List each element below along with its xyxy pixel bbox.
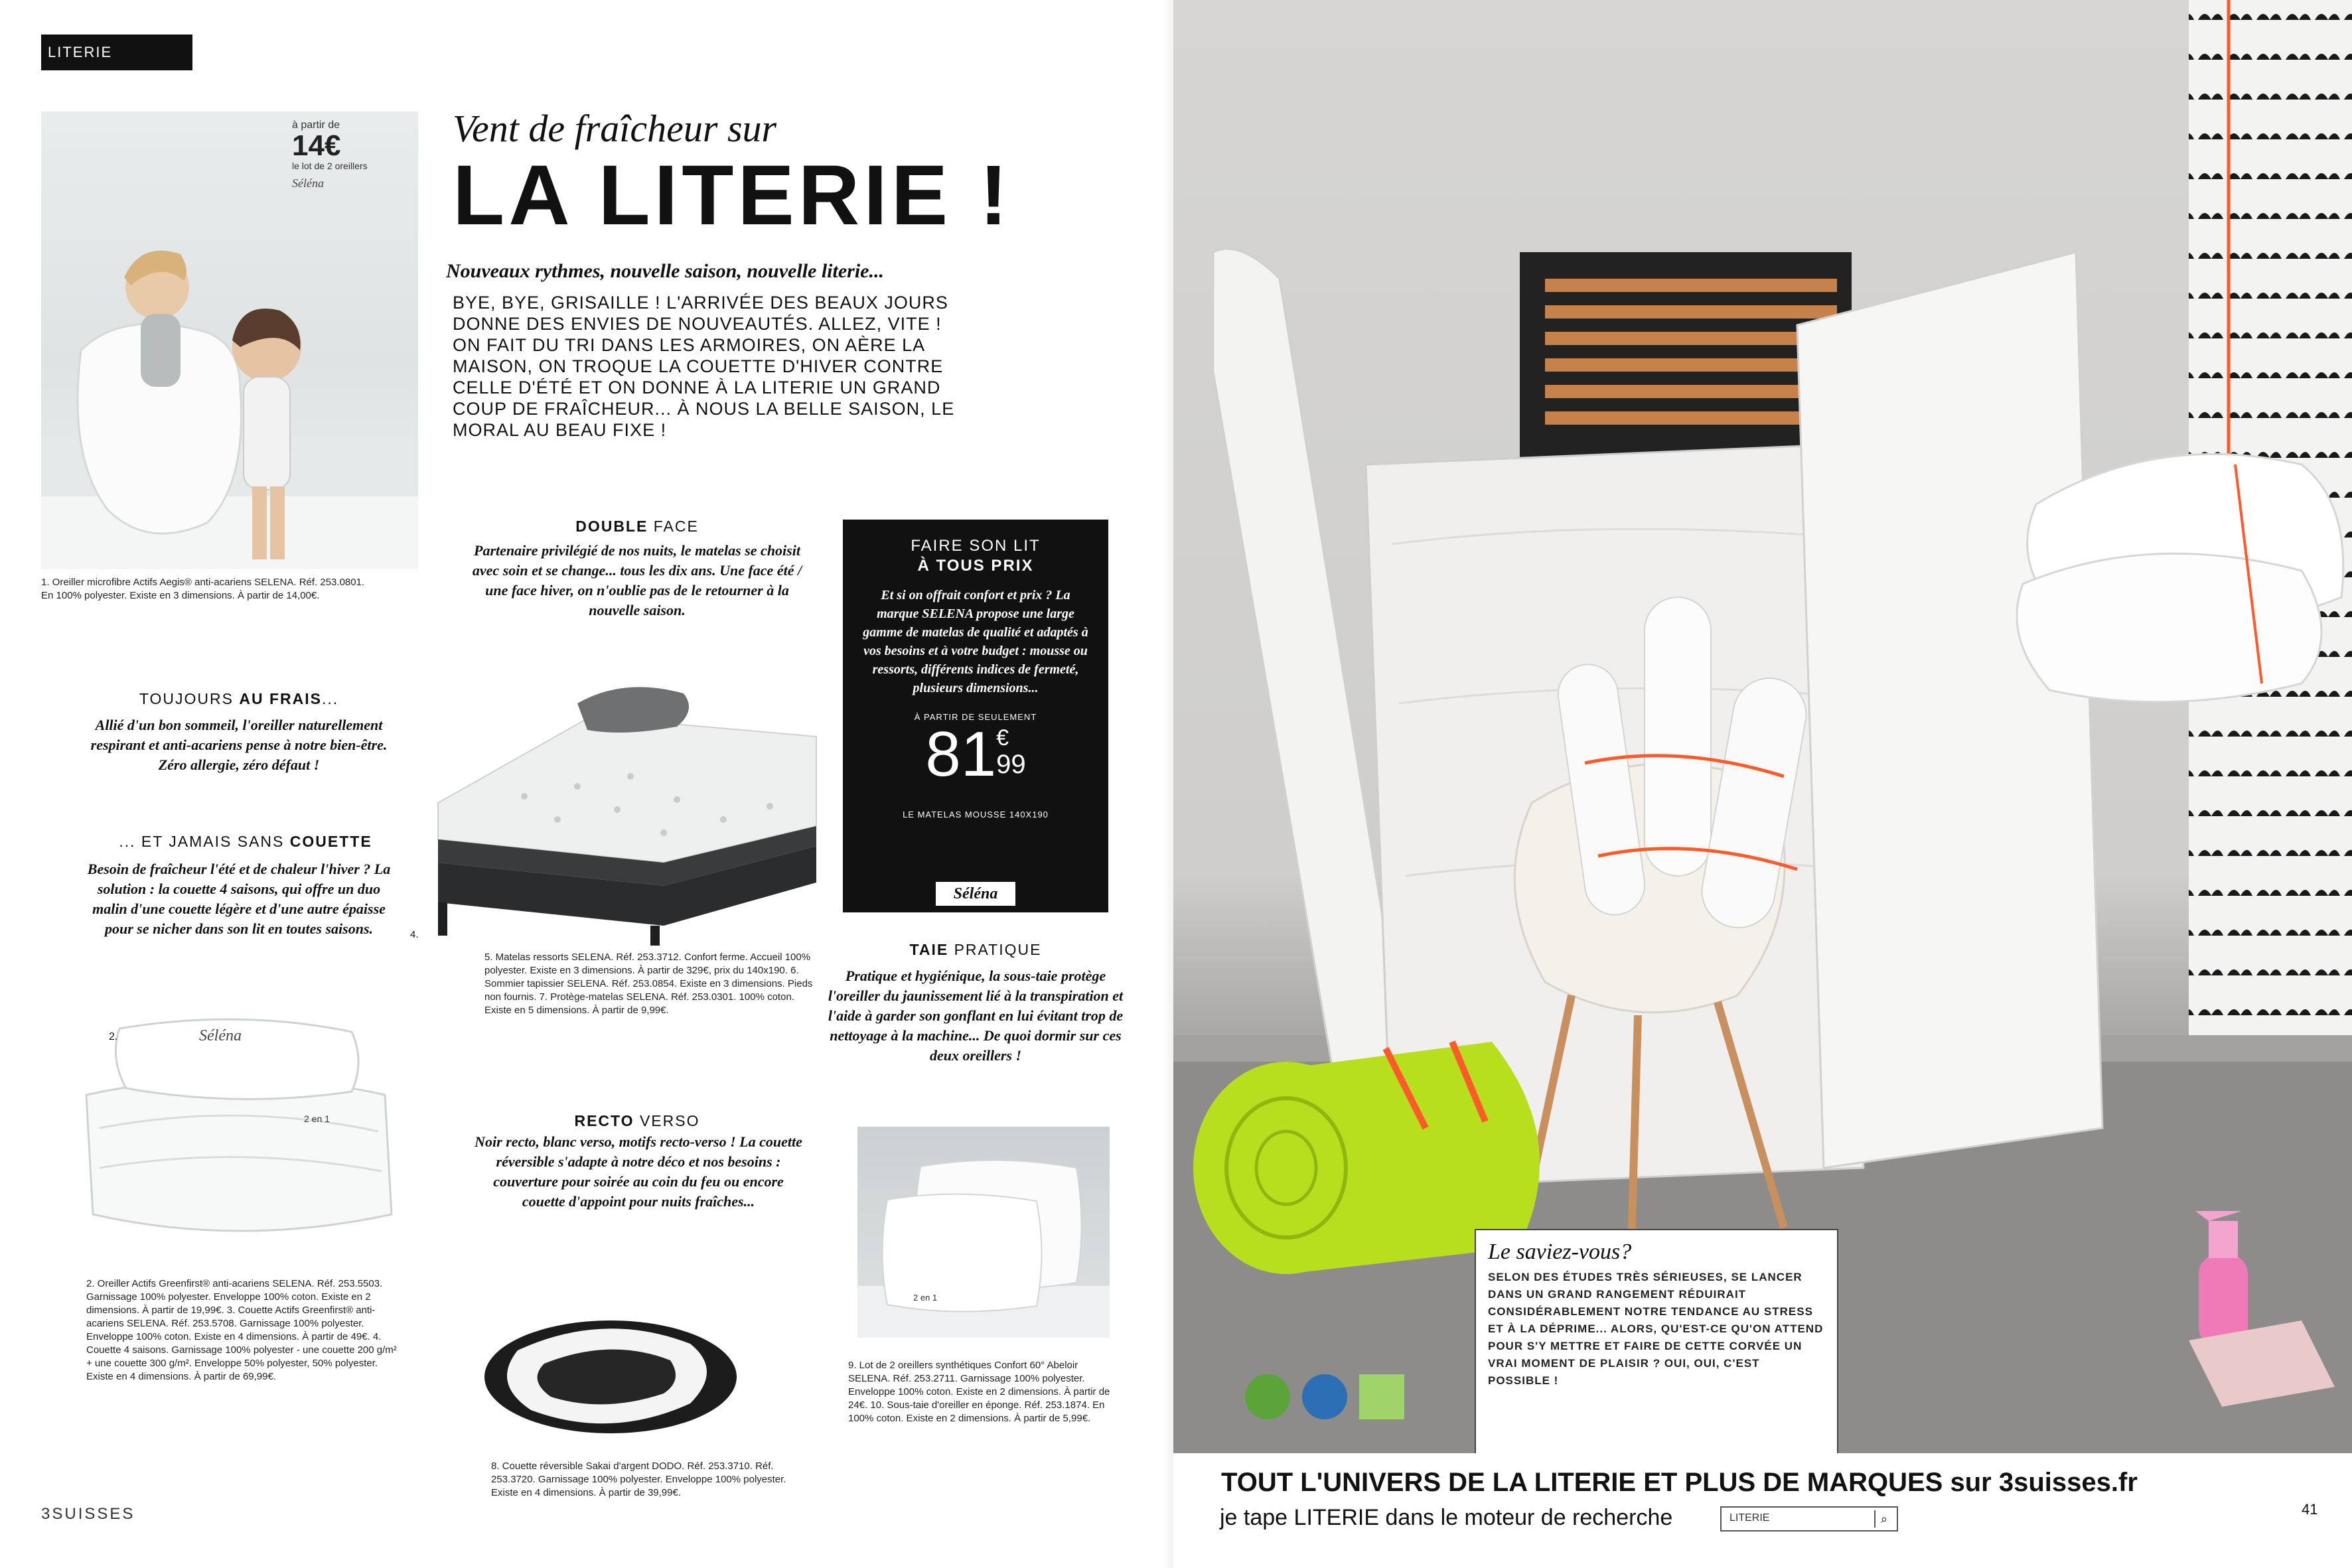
photo2-number: 2. — [109, 1031, 118, 1042]
did-you-know-text: SELON DES ÉTUDES TRÈS SÉRIEUSES, SE LANCER DANS UN GRAND RANGEMENT RÉDUIRAIT CONSIDÉRABLEMENT NOTRE TENDANCE AU STRESS ET À LA DÉPRIME... ALORS, QU'EST-CE QU'ON ATTEND POUR S'Y METTRE ET FAIRE DE CETTE CORVÉE UN VRAI MOMENT DE PLAISIR ? OUI, OUI, C'EST POSSIBLE ! — [1488, 1271, 1824, 1387]
recto-heading-bold: RECTO — [574, 1112, 634, 1129]
did-you-know-title: Le saviez-vous? — [1488, 1240, 1632, 1264]
taie-heading — [823, 941, 1128, 959]
price-box-text: Et si on offrait confort et prix ? La marque SELENA propose une large gamme de matelas de qualité et adaptés à vos besoins et à votre budget : mousse ou ressorts, différents indices de fermeté, plusieurs dimensions... — [863, 588, 1088, 695]
headline-kicker: Vent de fraîcheur sur — [453, 107, 777, 150]
double-text: Partenaire privilégié de nos nuits, le matelas se choisit avec soin et se change... tous les dix ans. Une face été / une face hiver, on n'oublie pas de le retourner à la nouvelle saison. — [472, 542, 802, 618]
photo-kids-pillow — [41, 111, 418, 569]
page-number: 41 — [2302, 1501, 2318, 1518]
jamais-heading-bold: COUETTE — [289, 833, 372, 850]
photo-duvet-pillow — [73, 1002, 405, 1254]
price-box-brand: Séléna — [936, 882, 1015, 906]
toujours-text: Allié d'un bon sommeil, l'oreiller naturellement respirant et anti-acariens pense à notre bien-être. Zéro allergie, zéro défaut ! — [90, 717, 388, 773]
price-box-price — [843, 719, 1108, 803]
recto-caption: 8. Couette réversible Sakai d'argent DODO. Réf. 253.3710. Réf. 253.3720. Garnissage 100% polyester. Enveloppe 100% polyester. Existe en 4 dimensions. À partir de 39,99€. — [491, 1461, 786, 1498]
price-box-line2: À TOUS PRIX — [917, 557, 1034, 575]
taie-heading-post: PRATIQUE — [954, 941, 1042, 958]
double-heading-post: FACE — [653, 518, 699, 535]
photo-mattress — [410, 664, 823, 949]
footer-search-box — [1720, 1506, 1898, 1532]
photo1-brand: Séléna — [292, 177, 324, 190]
recto-heading — [465, 1112, 810, 1130]
badge-label-icon — [1359, 1374, 1404, 1419]
badge-quality-icon — [1302, 1374, 1347, 1419]
badge-eco-icon — [1245, 1374, 1290, 1419]
double-heading — [451, 518, 823, 535]
footer-search-value: LITERIE — [1729, 1512, 1770, 1524]
photo-pillows — [857, 1127, 1110, 1338]
price-box-note: LE MATELAS MOUSSE 140X190 — [903, 810, 1049, 820]
reversible-duvet-illustration — [471, 1297, 750, 1450]
footer-headline — [1221, 1468, 2283, 1498]
price-box — [843, 520, 1108, 912]
photo1-price: 14€ — [292, 129, 341, 162]
toujours-heading-bold: AU FRAIS — [239, 690, 322, 707]
recto-text: Noir recto, blanc verso, motifs recto-verso ! La couette réversible s'adapte à notre déco et nos besoins : couverture pour soirée au coin du feu ou encore couette d'appoint pour nuits fraîches... — [475, 1133, 802, 1210]
jamais-heading-pre: ... ET JAMAIS SANS — [119, 833, 285, 850]
photo-reversible-duvet — [471, 1297, 750, 1450]
section-tab: LITERIE — [41, 35, 192, 70]
headline-title: LA LITERIE ! — [453, 148, 1012, 243]
footer-left-brand: 3SUISSES — [41, 1505, 135, 1523]
footer-search-line: je tape LITERIE dans le moteur de recherche — [1220, 1505, 1673, 1530]
did-you-know-box — [1475, 1229, 1838, 1481]
photo2-brand: Séléna — [199, 1027, 242, 1044]
photo2-tag: 2 en 1 — [304, 1113, 330, 1124]
taie-text: Pratique et hygiénique, la sous-taie protège l'oreiller du jaunissement lié à la transpiration et l'aide à garder son gonflant en lui évitant trop de nettoyage à la machine... De quoi dormir sur ces deux oreillers ! — [828, 967, 1124, 1064]
taie-caption: 9. Lot de 2 oreillers synthétiques Confort 60° Abeloir SELENA. Réf. 253.2711. Garnissage 100% polyester. Enveloppe 100% coton. Existe en 2 dimensions. À partir de 24€. 10. Sous-taie d'oreiller en éponge. Réf. 253.1874. En 100% coton. Existe en 2 dimensions. À partir de 5,99€. — [848, 1360, 1110, 1424]
mattress-illustration — [425, 664, 823, 949]
double-heading-bold: DOUBLE — [575, 518, 648, 535]
photo2-caption: 2. Oreiller Actifs Greenfirst® anti-acariens SELENA. Réf. 253.5503. Garnissage 100% polyester. Enveloppe 100% coton. Existe en 2 dimensions. À partir de 19,99€. 3. Couette Actifs Greenfirst® anti-acariens SELENA. Réf. 253.5708. Garnissage 100% polyester. Enveloppe 100% coton. Existe en 4 dimensions. À partir de 49€. 4. Couette 4 saisons. Garnissage 100% polyester - une couette 200 g/m² + une couette 300 g/m². Enveloppe 50% polyester, 50% polyester. Existe en 4 dimensions. À partir de 69,99€. — [86, 1278, 397, 1382]
taie-tag: 2 en 1 — [913, 1293, 938, 1303]
toujours-heading — [73, 690, 405, 708]
photo1-price-suffix: le lot de 2 oreillers — [292, 161, 368, 171]
search-icon: ⌕ — [1874, 1510, 1893, 1528]
recto-heading-post: VERSO — [639, 1112, 700, 1129]
toujours-heading-post: ... — [321, 690, 339, 707]
double-caption: 5. Matelas ressorts SELENA. Réf. 253.3712. Confort ferme. Accueil 100% polyester. Existe en 3 dimensions. À partir de 329€, prix du 140x190. 6. Sommier tapissier SELENA. Réf. 253.0854. Existe en 3 dimensions. Pieds non fournis. 7. Protège-matelas SELENA. Réf. 253.0301. 100% coton. Existe en 5 dimensions. À partir de 9,99€. — [484, 952, 813, 1016]
jamais-text: Besoin de fraîcheur l'été et de chaleur l'hiver ? La solution : la couette 4 saisons, qui offre un duo malin d'une couette légère et d'une autre épaisse pour se nicher dans son lit en toutes saisons. — [87, 861, 391, 937]
toujours-heading-pre: TOUJOURS — [139, 690, 234, 707]
headline-subtitle: Nouveaux rythmes, nouvelle saison, nouvelle literie... — [446, 260, 884, 282]
price-currency: € — [996, 725, 1009, 750]
certification-badges — [1240, 1367, 1412, 1427]
price-euros: 81 — [925, 719, 997, 790]
photo1-price-prefix: à partir de — [292, 119, 340, 131]
intro-text: BYE, BYE, GRISAILLE ! L'ARRIVÉE DES BEAUX JOURS DONNE DES ENVIES DE NOUVEAUTÉS. ALLEZ, VITE ! ON FAIT DU TRI DANS LES ARMOIRES, ON AÈRE LA MAISON, ON TROQUE LA COUETTE D'HIVER CONTRE CELLE D'ÉTÉ ET ON DONNE À LA LITERIE UN GRAND COUP DE FRAÎCHEUR... À NOUS LA BELLE SAISON, LE MORAL AU BEAU FIXE ! — [453, 293, 955, 440]
taie-heading-bold: TAIE — [909, 941, 949, 958]
price-box-label: À PARTIR DE SEULEMENT — [914, 712, 1037, 722]
price-box-line1: FAIRE SON LIT — [911, 537, 1041, 555]
footer-headline-tail: sur 3suisses.fr — [1950, 1468, 2138, 1497]
pillows-illustration — [857, 1127, 1110, 1338]
jamais-heading — [73, 833, 418, 851]
price-cents: 99 — [996, 750, 1026, 779]
footer-headline-bold: TOUT L'UNIVERS DE LA LITERIE ET PLUS DE MARQUES — [1221, 1468, 1943, 1497]
photo1-caption: 1. Oreiller microfibre Actifs Aegis® anti-acariens SELENA. Réf. 253.0801. En 100% polyester. Existe en 3 dimensions. À partir de 14,00€. — [41, 577, 365, 601]
mattress-photo-number: 4. — [410, 929, 419, 940]
